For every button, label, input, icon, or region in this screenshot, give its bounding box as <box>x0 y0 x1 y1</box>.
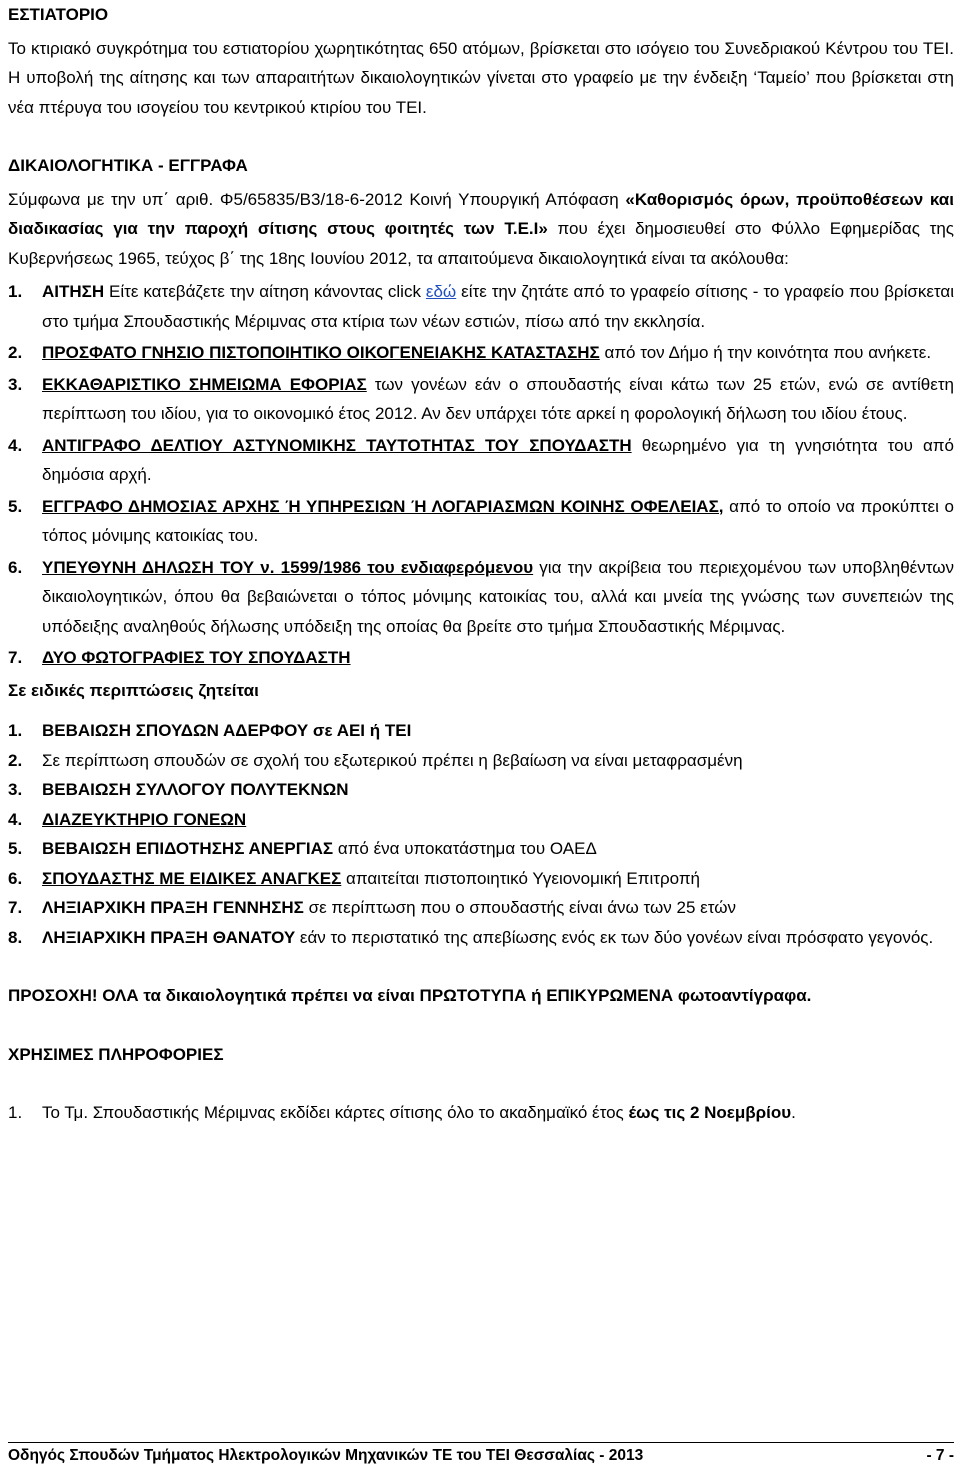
item-number: 8. <box>8 927 23 947</box>
notice-warning: ΠΡΟΣΟΧΗ! ΟΛΑ τα δικαιολογητικά πρέπει να είναι ΠΡΩΤΟΤΥΠΑ ή ΕΠΙΚΥΡΩΜΕΝΑ φωτοαντίγραφα. <box>8 986 812 1005</box>
documents-list <box>8 277 954 673</box>
item-bold: ΒΕΒΑΙΩΣΗ ΕΠΙΔΟΤΗΣΗΣ ΑΝΕΡΓΙΑΣ <box>42 839 334 858</box>
item-text <box>42 923 954 953</box>
special-cases-list <box>8 716 954 952</box>
item-bold: ΒΕΒΑΙΩΣΗ ΣΥΛΛΟΓΟΥ ΠΟΛΥΤΕΚΝΩΝ <box>42 780 349 799</box>
footer-title: Οδηγός Σπουδών Τμήματος Ηλεκτρολογικών Μηχανικών ΤΕ του ΤΕΙ Θεσσαλίας - 2013 <box>8 1447 644 1464</box>
page-footer <box>8 1442 954 1467</box>
item-rest: από τον Δήμο ή την κοινότητα που ανήκετε. <box>599 343 932 362</box>
document-item-7 <box>8 643 954 673</box>
item-number: 4. <box>8 809 23 829</box>
item-number: 5. <box>8 496 23 516</box>
item-rest: από ένα υποκατάστημα του ΟΑΕΔ <box>333 839 597 858</box>
page-number: - 7 - <box>926 1447 954 1464</box>
item-number: 3. <box>8 780 23 799</box>
item-number: 2. <box>8 343 23 362</box>
item-bold: ΔΥΟ ΦΩΤΟΓΡΑΦΙΕΣ ΤΟΥ ΣΠΟΥΔΑΣΤΗ <box>42 648 351 667</box>
item-rest: απαιτείται πιστοποιητικό Υγειονομική Επιτροπή <box>341 868 701 888</box>
item-bold: ΔΙΑΖΕΥΚΤΗΡΙΟ ΓΟΝΕΩΝ <box>42 809 247 829</box>
section-title-restaurant: ΕΣΤΙΑΤΟΡΙΟ <box>8 5 109 24</box>
item-number: 6. <box>8 868 23 888</box>
item-bold: ΠΡΟΣΦΑΤΟ ΓΝΗΣΙΟ ΠΙΣΤΟΠΟΙΗΤΙΚΟ ΟΙΚΟΓΕΝΕΙΑΚΗΣ ΚΑΤΑΣΤΑΣΗΣ <box>42 343 600 362</box>
document-item-3 <box>8 370 954 429</box>
item-text <box>42 834 954 864</box>
item-rest: των γονέων εάν ο σπουδαστής είναι κάτω των 25 ετών, ενώ σε αντίθετη περίπτωση του ιδίου, για το οικονομικό έτος 2012. Αν δεν υπάρχει τότε αρκεί η φορολογική δήλωση του ιδίου έτους. <box>42 374 954 423</box>
item-number: 1. <box>8 721 23 740</box>
item-number: 3. <box>8 374 23 394</box>
item-text <box>42 277 954 336</box>
item-post: είτε την ζητάτε από το γραφείο σίτισης - το γραφείο που βρίσκεται στο τμήμα Σπουδαστικής Μέριμνας στα κτίρια των νέων εστιών, πίσω από την εκκλησία. <box>42 282 954 331</box>
special-item-1 <box>8 716 954 746</box>
item-text <box>42 553 954 642</box>
item-tail: . <box>791 1103 796 1122</box>
item-bold: ΕΓΓΡΑΦΟ ΔΗΜΟΣΙΑΣ ΑΡΧΗΣ Ή ΥΠΗΡΕΣΙΩΝ Ή ΛΟΓΑΡΙΑΣΜΩΝ ΚΟΙΝΗΣ ΟΦΕΛΕΙΑΣ, <box>42 496 724 516</box>
useful-info-title: ΧΡΗΣΙΜΕΣ ΠΛΗΡΟΦΟΡΙΕΣ <box>8 1044 224 1064</box>
special-cases-title: Σε ειδικές περιπτώσεις ζητείται <box>8 680 259 700</box>
intro-text-c: που έχει δημοσιευθεί στο Φύλλο Εφημερίδας της Κυβερνήσεως 1965, τεύχος β΄ της 18ης Ιουνίου 2012, τα απαιτούμενα δικαιολογητικά είναι τα ακόλουθα: <box>8 219 954 268</box>
item-text: Σε περίπτωση σπουδών σε σχολή του εξωτερικού πρέπει η βεβαίωση να είναι μεταφρασμένη <box>42 750 743 770</box>
intro-text-a: Σύμφωνα με την υπ΄ αριθ. Φ5/65835/Β3/18-6-2012 Κοινή Υπουργική Απόφαση <box>8 189 626 209</box>
item-bold: ΒΕΒΑΙΩΣΗ ΣΠΟΥΔΩΝ ΑΔΕΡΦΟΥ σε ΑΕΙ ή ΤΕΙ <box>42 721 412 740</box>
item-text <box>42 338 954 368</box>
item-bold: έως τις 2 Νοεμβρίου <box>628 1103 792 1122</box>
item-text <box>42 1098 954 1128</box>
item-number: 4. <box>8 435 23 455</box>
item-bold: ΑΙΤΗΣΗ <box>42 282 105 301</box>
intro-bold-title: «Καθορισμός όρων, προϋποθέσεων και διαδικασίας για την παροχή σίτισης στους φοιτητές των Τ.Ε.Ι» <box>8 189 954 238</box>
item-text <box>42 775 954 805</box>
item-number: 5. <box>8 839 23 858</box>
item-bold: ΣΠΟΥΔΑΣΤΗΣ ΜΕ ΕΙΔΙΚΕΣ ΑΝΑΓΚΕΣ <box>42 868 342 888</box>
special-item-8 <box>8 923 954 953</box>
item-bold: ΑΝΤΙΓΡΑΦΟ ΔΕΛΤΙΟΥ ΑΣΤΥΝΟΜΙΚΗΣ ΤΑΥΤΟΤΗΤΑΣ ΤΟΥ ΣΠΟΥΔΑΣΤΗ <box>42 435 632 455</box>
item-text <box>42 893 954 923</box>
item-text <box>42 864 954 894</box>
document-item-4 <box>8 431 954 490</box>
item-rest: θεωρημένο για τη γνησιότητα του από δημόσια αρχή. <box>42 435 954 484</box>
special-item-3 <box>8 775 954 805</box>
item-number: 7. <box>8 648 23 667</box>
item-bold: ΥΠΕΥΘΥΝΗ ΔΗΛΩΣΗ ΤΟΥ ν. 1599/1986 του ενδιαφερόμενου <box>42 557 534 577</box>
special-item-7 <box>8 893 954 923</box>
document-item-6 <box>8 553 954 642</box>
item-number: 1. <box>8 1103 23 1122</box>
section-title-documents: ΔΙΚΑΙΟΛΟΓΗΤΙΚΑ - ΕΓΓΡΑΦΑ <box>8 156 248 175</box>
item-number: 2. <box>8 750 23 770</box>
item-text <box>42 492 954 551</box>
item-bold: ΛΗΞΙΑΡΧΙΚΗ ΠΡΑΞΗ ΓΕΝΝΗΣΗΣ <box>42 898 304 917</box>
item-bold: ΕΚΚΑΘΑΡΙΣΤΙΚΟ ΣΗΜΕΙΩΜΑ ΕΦΟΡΙΑΣ <box>42 374 367 394</box>
item-text <box>42 431 954 490</box>
item-rest: εάν το περιστατικό της απεβίωσης ενός εκ των δύο γονέων είναι πρόσφατο γεγονός. <box>295 927 934 947</box>
item-bold: ΛΗΞΙΑΡΧΙΚΗ ΠΡΑΞΗ ΘΑΝΑΤΟΥ <box>42 927 296 947</box>
special-item-2 <box>8 746 954 776</box>
item-rest: από το οποίο να προκύπτει ο τόπος μόνιμης κατοικίας του. <box>42 496 954 545</box>
item-number: 6. <box>8 557 23 577</box>
special-item-4 <box>8 805 954 835</box>
documents-intro <box>8 185 954 274</box>
useful-info-item-1 <box>8 1098 954 1128</box>
document-item-5 <box>8 492 954 551</box>
item-rest: για την ακρίβεια του περιεχομένου των υποβληθέντων δικαιολογητικών, όπου θα βεβαιώνεται ο τόπος μόνιμης κατοικίας του, αλλά και μνεία της γνώσης των συνεπειών της υπόδειξης αναληθούς δήλωσης υπόδειξη της οποίας θα βρείτε στο τμήμα Σπουδαστικής Μέριμνας. <box>42 557 955 636</box>
item-pre: Είτε κατεβάζετε την αίτηση κάνοντας click <box>104 282 426 301</box>
document-item-1 <box>8 277 954 336</box>
item-rest: Το Τμ. Σπουδαστικής Μέριμνας εκδίδει κάρτες σίτισης όλο το ακαδημαϊκό έτος <box>42 1103 629 1122</box>
item-text <box>42 370 954 429</box>
item-number: 1. <box>8 282 23 301</box>
special-item-5 <box>8 834 954 864</box>
item-text <box>42 716 954 746</box>
special-item-6 <box>8 864 954 894</box>
download-form-link[interactable]: εδώ <box>425 282 457 301</box>
item-number: 7. <box>8 898 23 917</box>
item-text <box>42 805 954 835</box>
item-text <box>42 643 954 673</box>
item-rest: σε περίπτωση που ο σπουδαστής είναι άνω των 25 ετών <box>303 898 736 917</box>
document-page <box>8 0 954 1128</box>
document-item-2 <box>8 338 954 368</box>
restaurant-paragraph: Το κτιριακό συγκρότημα του εστιατορίου χωρητικότητας 650 ατόμων, βρίσκεται στο ισόγειο του Συνεδριακού Κέντρου του ΤΕΙ. Η υποβολή της αίτησης και των απαραιτήτων δικαιολογητικών γίνεται στο γραφείο με την ένδειξη ‘Ταμείο’ που βρίσκεται στη νέα πτέρυγα του ισογείου του κεντρικού κτιρίου του ΤΕΙ. <box>8 38 954 117</box>
